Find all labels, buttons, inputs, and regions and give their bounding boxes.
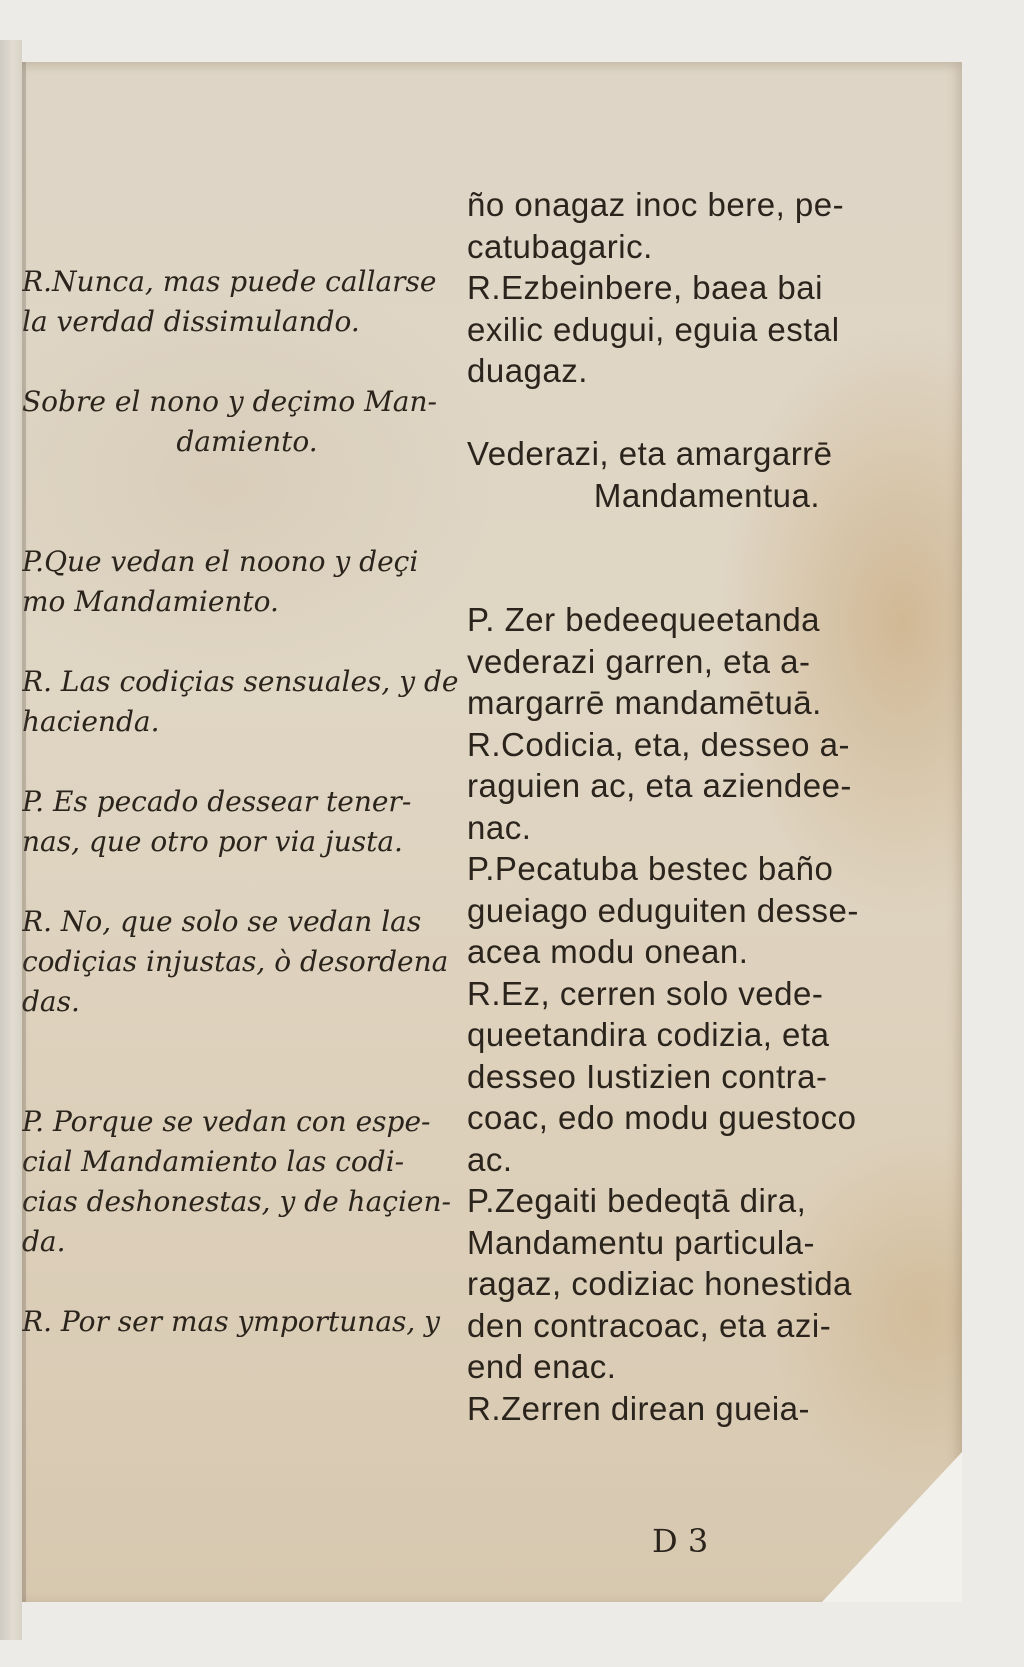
section-heading: Sobre el nono y deçimo Man- xyxy=(22,385,437,418)
text-line: acea modu onean. xyxy=(467,933,749,970)
text-line: R.Zerren direan gueia- xyxy=(467,1389,810,1427)
basque-column xyxy=(467,184,947,1429)
text-line xyxy=(22,742,472,782)
text-line: desseo Iustizien contra- xyxy=(467,1057,828,1095)
section-heading: Vederazi, eta amargarrē xyxy=(467,435,833,472)
text-line xyxy=(22,862,472,902)
text-line xyxy=(467,516,947,558)
text-line: coac, edo modu guestoco xyxy=(467,1099,857,1136)
text-line xyxy=(22,1022,472,1062)
text-line: queetandira codizia, eta xyxy=(467,1016,830,1053)
spanish-column xyxy=(22,182,472,1342)
text-line xyxy=(22,622,472,662)
text-line: R.Ez, cerren solo vede- xyxy=(467,974,824,1012)
text-line: den contracoac, eta azi- xyxy=(467,1306,832,1344)
text-line: nac. xyxy=(467,808,532,846)
text-line: cial Mandamiento las codi- xyxy=(22,1145,405,1178)
text-line: da. xyxy=(22,1225,66,1258)
text-line: P. Zer bedeequeetanda xyxy=(467,601,821,638)
text-line: raguien ac, eta aziendee- xyxy=(467,767,852,804)
text-line xyxy=(22,1262,472,1302)
text-line: cias deshonestas, y de haçien- xyxy=(22,1185,451,1218)
text-line: end enac. xyxy=(467,1348,617,1385)
book-binding xyxy=(0,40,22,1640)
text-line: margarrē mandamētuā. xyxy=(467,684,822,721)
folded-corner xyxy=(822,1452,962,1602)
text-line: R. Las codiçias sensuales, y de xyxy=(22,665,459,698)
text-line xyxy=(22,462,472,502)
text-line: P.Que vedan el noono y deçi xyxy=(22,545,419,578)
text-line: R.Ezbeinbere, baea bai xyxy=(467,269,823,306)
text-line: ño onagaz inoc bere, pe- xyxy=(467,186,845,223)
section-heading: damiento. xyxy=(176,425,318,458)
text-line xyxy=(467,392,947,434)
text-line xyxy=(467,558,947,600)
text-line: gueiago eduguiten desse- xyxy=(467,891,859,929)
text-line: das. xyxy=(22,985,80,1018)
text-line xyxy=(22,182,472,222)
text-line: R. No, que solo se vedan las xyxy=(22,905,422,938)
text-line xyxy=(22,502,472,542)
text-line: ac. xyxy=(467,1140,513,1178)
text-line: hacienda. xyxy=(22,705,160,738)
text-line: Mandamentu particula- xyxy=(467,1223,816,1261)
signature-mark: D 3 xyxy=(652,1522,709,1560)
text-line: mo Mandamiento. xyxy=(22,585,279,618)
text-line: P. Es pecado dessear tener- xyxy=(22,785,412,818)
text-line xyxy=(22,342,472,382)
section-heading: Mandamentua. xyxy=(593,476,821,514)
text-line: ragaz, codiziac honestida xyxy=(467,1265,852,1302)
text-line: nas, que otro por via justa. xyxy=(22,825,403,858)
text-line xyxy=(22,1062,472,1102)
text-line: duagaz. xyxy=(467,352,588,389)
text-line: R.Nunca, mas puede callarse xyxy=(22,265,437,298)
text-line: catubagaric. xyxy=(467,227,653,265)
text-line: R. Por ser mas ymportunas, y xyxy=(22,1305,441,1338)
text-line: P. Porque se vedan con espe- xyxy=(22,1105,431,1138)
text-line: codiçias injustas, ò desordena xyxy=(22,945,449,978)
text-line: la verdad dissimulando. xyxy=(22,305,360,338)
catchword: go xyxy=(886,1520,920,1553)
page-gutter-shadow xyxy=(22,62,26,1602)
text-line: exilic edugui, eguia estal xyxy=(467,310,840,348)
text-line: R.Codicia, eta, desseo a- xyxy=(467,725,851,763)
book-page xyxy=(22,62,962,1602)
text-line: P.Zegaiti bedeqtā dira, xyxy=(467,1182,807,1219)
text-line xyxy=(22,222,472,262)
text-line: vederazi garren, eta a- xyxy=(467,642,811,680)
text-line: P.Pecatuba bestec baño xyxy=(467,850,834,887)
